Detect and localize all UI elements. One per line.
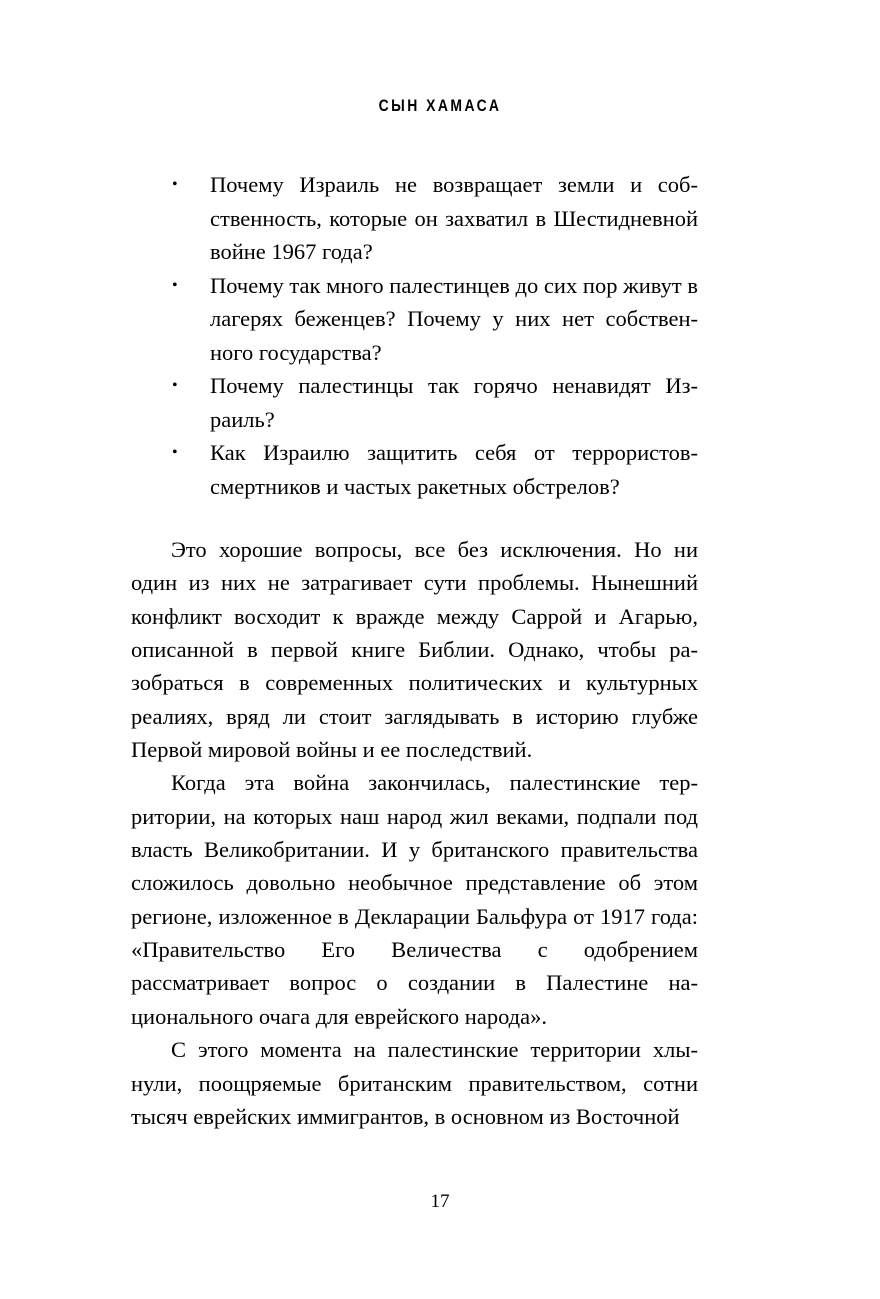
list-item-text: Почему палестинцы так горячо ненавидят Израиль? <box>210 373 698 432</box>
paragraph: С этого момента на палестинские территории хлынули, поощряемые британским правительством, сотни тысяч еврейских иммигрантов, в основном из Восточной <box>131 1037 698 1129</box>
list-item-text: Почему Израиль не возвращает земли и собственность, которые он захватил в Шестидневной войне 1967 года? <box>210 172 698 264</box>
paragraph: Когда эта война закончилась, палестинские территории, на которых наш народ жил веками, подпали под власть Великобритании. И у британского правительства сложилось довольно необычное представление об этом регионе, изложенное в Декларации Бальфура от 1917 года: «Правительство Его Величества с одобрением рассматривает вопрос о создании в Палестине национального очага для еврейского народа». <box>131 770 698 1029</box>
bullet-icon: • <box>172 176 178 193</box>
body-text <box>131 533 698 1133</box>
list-item-text: Как Израилю защитить себя от террористов-смертников и частых ракетных обстрелов? <box>210 440 698 499</box>
question-list <box>168 168 698 503</box>
bullet-icon: • <box>172 377 178 394</box>
list-item <box>168 369 698 436</box>
list-item <box>168 168 698 269</box>
bullet-icon: • <box>172 276 178 294</box>
paragraph: Это хорошие вопросы, все без исключения. Но ни один из них не затрагивает сути проблемы. Нынешний конфликт восходит к вражде между Саррой и Агарью, описанной в первой книге Библии. Однако, чтобы разобраться в современных политических и культурных реалиях, вряд ли стоит заглядывать в историю глубже Первой мировой войны и ее последствий. <box>131 537 698 763</box>
list-item <box>168 269 698 370</box>
bullet-icon: • <box>172 444 178 461</box>
list-item <box>168 436 698 503</box>
page-number: 17 <box>430 1191 450 1212</box>
running-head: СЫН ХАМАСА <box>378 96 502 115</box>
list-item-text: Почему так много палестинцев до сих пор живут в лагерях беженцев? Почему у них нет собственного государства? <box>210 272 698 365</box>
